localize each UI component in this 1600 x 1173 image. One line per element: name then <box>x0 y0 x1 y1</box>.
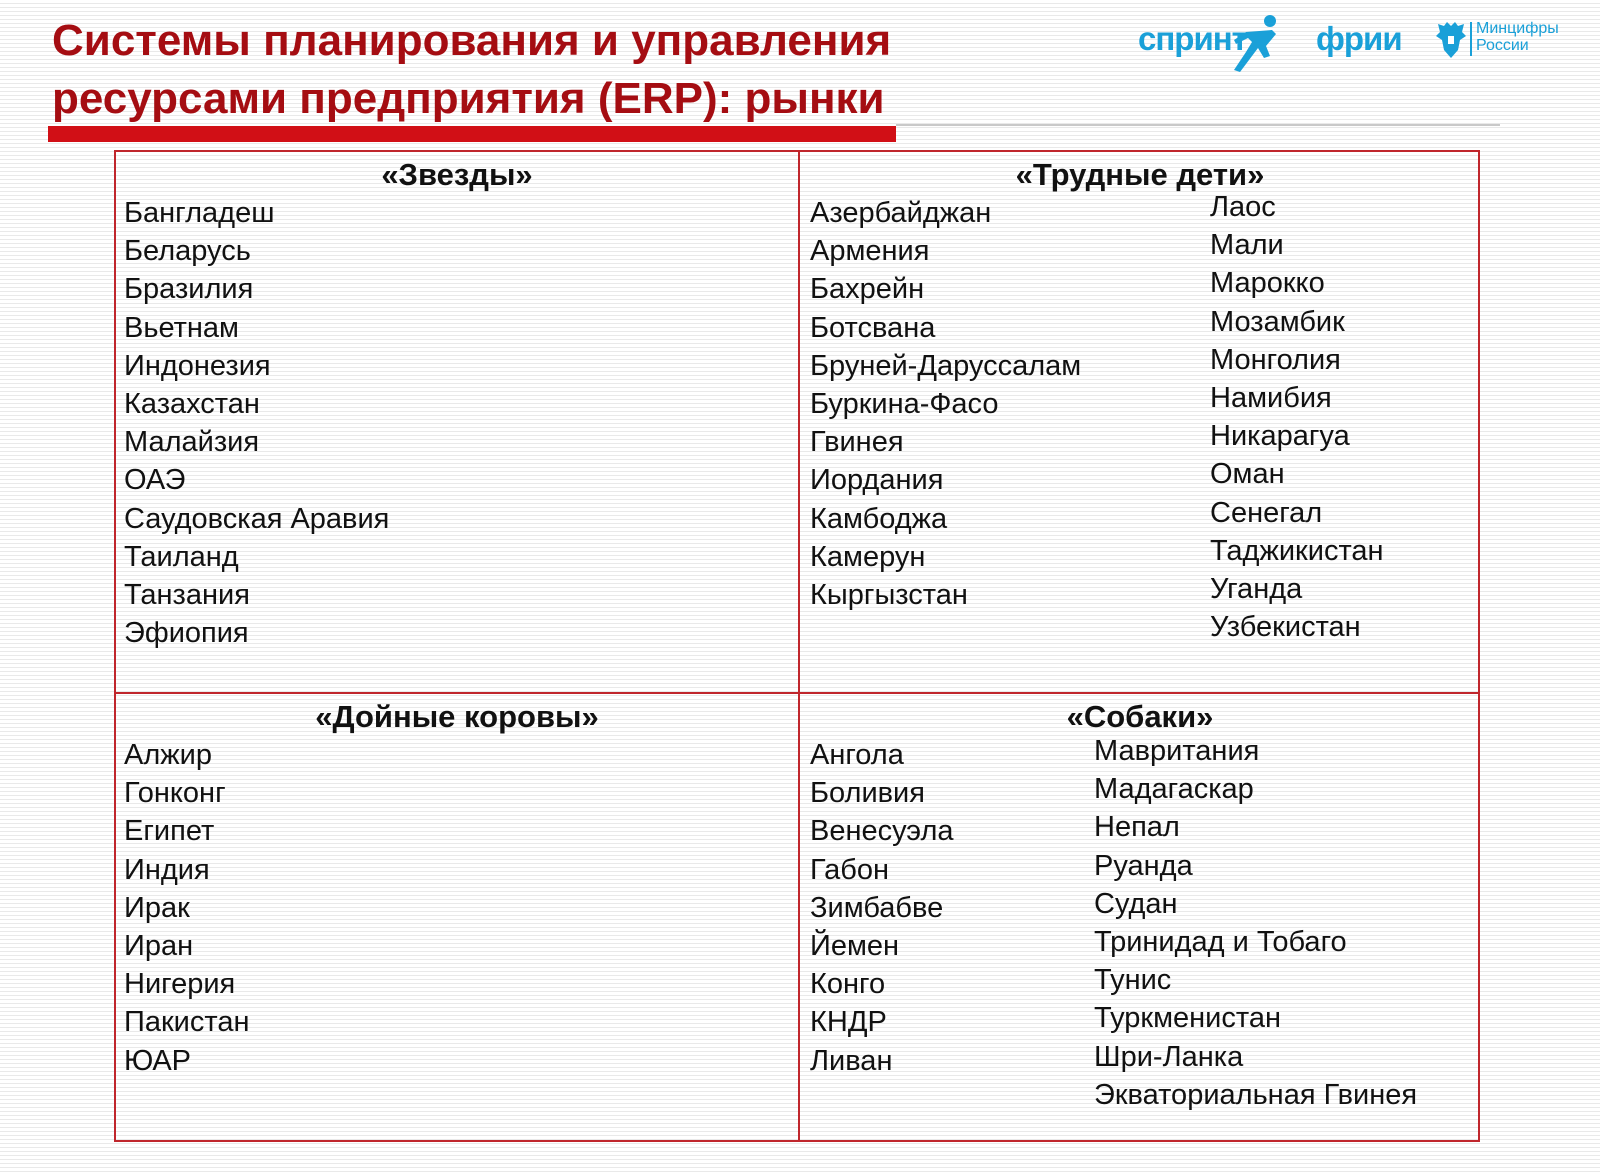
country-item: Руанда <box>1094 849 1193 882</box>
country-item: Эфиопия <box>124 617 249 650</box>
country-item: Боливия <box>810 777 925 810</box>
dogs-list-1 <box>810 736 954 1080</box>
country-item: Камбоджа <box>810 502 948 535</box>
country-item: Шри-Ланка <box>1094 1040 1244 1073</box>
country-item: Азербайджан <box>810 197 992 229</box>
runner-icon <box>1226 12 1286 76</box>
country-item: Монголия <box>1210 343 1341 376</box>
country-item: Туркменистан <box>1094 1002 1281 1035</box>
country-item: Алжир <box>124 739 212 771</box>
country-item: Лаос <box>1210 191 1276 223</box>
country-item: Камерун <box>810 540 926 573</box>
market-matrix <box>114 150 1480 1142</box>
sprint-logo-text: спринт <box>1138 20 1247 57</box>
mincifry-line-2: России <box>1476 37 1529 54</box>
matrix-horizontal-divider <box>116 692 1478 694</box>
country-item: Никарагуа <box>1210 420 1350 453</box>
quadrant-title-stars: «Звезды» <box>381 157 533 192</box>
problem-children-list-2 <box>1210 188 1384 646</box>
country-item: Намибия <box>1210 382 1332 415</box>
country-item: Иран <box>124 930 194 963</box>
country-item: Беларусь <box>124 235 251 268</box>
quadrant-title-problem-children: «Трудные дети» <box>1015 157 1265 192</box>
country-item: Непал <box>1094 811 1180 844</box>
title-accent-bar <box>48 126 896 142</box>
title-line-2: ресурсами предприятия (ERP): рынки <box>52 74 885 123</box>
country-item: ЮАР <box>124 1044 192 1077</box>
country-item: Гвинея <box>810 426 904 459</box>
country-item: Мозамбик <box>1210 305 1345 338</box>
frii-logo-text: фрии <box>1316 20 1402 57</box>
stars-list <box>124 194 389 652</box>
country-item: Египет <box>124 815 215 848</box>
country-item: Сенегал <box>1210 496 1323 529</box>
country-item: КНДР <box>810 1006 887 1039</box>
double-headed-eagle-icon <box>1436 20 1466 60</box>
country-item: Бразилия <box>124 273 254 306</box>
country-item: ОАЭ <box>124 464 186 497</box>
country-item: Пакистан <box>124 1006 250 1039</box>
country-item: Ангола <box>810 739 904 771</box>
country-item: Индонезия <box>124 349 271 382</box>
dogs-list-2 <box>1094 732 1417 1114</box>
country-item: Мали <box>1210 229 1284 262</box>
country-item: Армения <box>810 235 930 268</box>
quadrant-title-dogs: «Собаки» <box>1066 699 1214 734</box>
country-item: Марокко <box>1210 267 1325 300</box>
logo-bar <box>1138 12 1578 82</box>
country-item: Индия <box>124 853 210 886</box>
country-item: Буркина-Фасо <box>810 388 999 421</box>
country-item: Иордания <box>810 464 944 497</box>
title-divider-line <box>896 124 1500 126</box>
country-item: Гонконг <box>124 777 226 810</box>
country-item: Ботсвана <box>810 311 936 344</box>
country-item: Тринидад и Тобаго <box>1094 926 1347 959</box>
country-item: Казахстан <box>124 388 260 421</box>
country-item: Оман <box>1210 458 1285 491</box>
page-title <box>52 12 1112 128</box>
country-item: Бангладеш <box>124 197 275 229</box>
country-item: Венесуэла <box>810 815 954 848</box>
country-item: Малайзия <box>124 426 260 459</box>
country-item: Кыргызстан <box>810 579 968 612</box>
mincifry-line-1: Минцифры <box>1476 20 1559 37</box>
logo-separator <box>1470 22 1472 56</box>
country-item: Зимбабве <box>810 891 944 924</box>
country-item: Нигерия <box>124 968 236 1001</box>
country-item: Ливан <box>810 1044 893 1077</box>
country-item: Таджикистан <box>1210 534 1384 567</box>
country-item: Вьетнам <box>124 311 239 344</box>
title-line-1: Системы планирования и управления <box>52 16 892 65</box>
problem-children-list-1 <box>810 194 1081 614</box>
country-item: Ирак <box>124 891 190 924</box>
country-item: Экваториальная Гвинея <box>1094 1078 1418 1111</box>
country-item: Таиланд <box>124 540 239 573</box>
country-item: Уганда <box>1210 573 1303 606</box>
cash-cows-list <box>124 736 249 1080</box>
mincifry-logo-text <box>1476 20 1559 54</box>
country-item: Узбекистан <box>1210 611 1361 644</box>
mincifry-logo <box>1436 18 1576 62</box>
country-item: Бруней-Даруссалам <box>810 349 1082 382</box>
country-item: Тунис <box>1094 964 1172 997</box>
country-item: Судан <box>1094 887 1178 920</box>
country-item: Мавритания <box>1094 735 1260 767</box>
quadrant-title-cash-cows: «Дойные коровы» <box>315 699 599 734</box>
country-item: Саудовская Аравия <box>124 502 390 535</box>
country-item: Конго <box>810 968 886 1001</box>
country-item: Танзания <box>124 579 250 612</box>
country-item: Габон <box>810 853 889 886</box>
country-item: Йемен <box>810 930 900 963</box>
matrix-vertical-divider <box>798 152 800 1140</box>
country-item: Бахрейн <box>810 273 925 306</box>
country-item: Мадагаскар <box>1094 773 1254 806</box>
